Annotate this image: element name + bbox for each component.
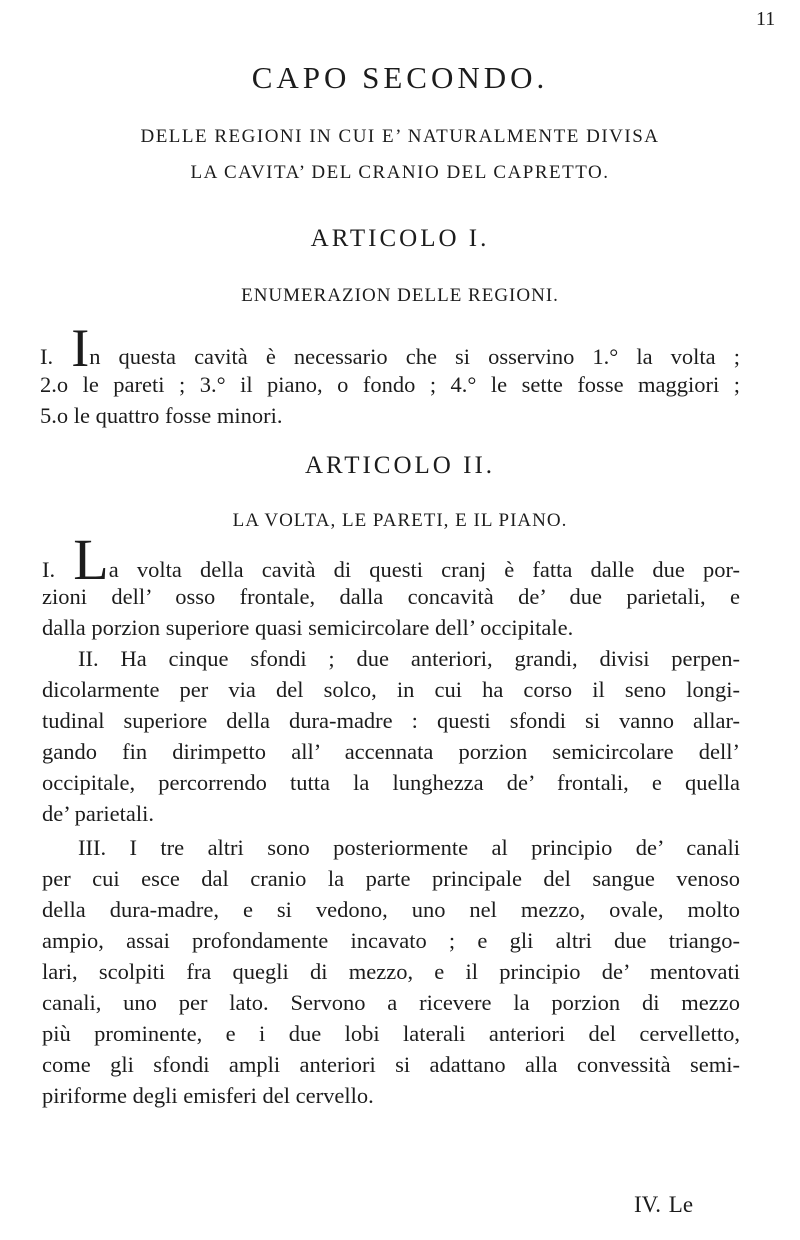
article-2-paragraph-2 xyxy=(42,643,740,829)
text-line: 5.o le quattro fosse minori. xyxy=(40,403,283,428)
article-1-heading: ARTICOLO I. xyxy=(310,225,490,252)
paragraph-number: I. xyxy=(42,557,56,582)
text-line: gando fin dirimpetto all’ accennata porzion semicircolare dell’ xyxy=(42,739,740,764)
text-line: canali, uno per lato. Servono a ricevere la porzion di mezzo xyxy=(42,990,740,1015)
text-line: ampio, assai profondamente incavato ; e gli altri due triango- xyxy=(42,928,740,953)
article-1-paragraph xyxy=(40,318,740,431)
chapter-subtitle-line-1: DELLE REGIONI IN CUI E’ NATURALMENTE DIVISA xyxy=(140,126,660,147)
text-line xyxy=(42,527,740,592)
text-line: della dura-madre, e si vedono, uno nel mezzo, ovale, molto xyxy=(42,897,740,922)
drop-cap: I xyxy=(71,318,90,378)
text-line: piriforme degli emisferi del cervello. xyxy=(42,1083,374,1108)
text-line: occipitale, percorrendo tutta la lunghezza de’ frontali, e quella xyxy=(42,770,740,795)
article-2-paragraph-3 xyxy=(42,832,740,1111)
text-line: per cui esce dal cranio la parte principale del sangue venoso xyxy=(42,866,740,891)
text-line: tudinal superiore della dura-madre : questi sfondi si vanno allar- xyxy=(42,708,740,733)
text-line: zioni dell’ osso frontale, dalla concavità de’ due parietali, e xyxy=(42,584,740,609)
text-line: dalla porzion superiore quasi semicircolare dell’ occipitale. xyxy=(42,615,574,640)
text-line xyxy=(40,318,740,378)
text-line: III. I tre altri sono posteriormente al principio de’ canali xyxy=(78,835,740,860)
article-2-subheading: LA VOLTA, LE PARETI, E IL PIANO. xyxy=(232,510,568,531)
page-number: 11 xyxy=(756,8,776,30)
drop-cap: L xyxy=(73,527,109,592)
article-2-paragraph-1 xyxy=(42,527,740,643)
text-line: II. Ha cinque sfondi ; due anteriori, grandi, divisi perpen- xyxy=(78,646,740,671)
line-text: a volta della cavità di questi cranj è fatta dalle due por- xyxy=(108,557,740,582)
chapter-title: CAPO SECONDO. xyxy=(251,60,549,95)
catchword: IV. Le xyxy=(634,1192,694,1217)
text-line: dicolarmente per via del solco, in cui ha corso il seno longi- xyxy=(42,677,740,702)
paragraph-number: I. xyxy=(40,344,54,369)
article-1-subheading: ENUMERAZION DELLE REGIONI. xyxy=(241,285,559,306)
text-line: de’ parietali. xyxy=(42,801,155,826)
text-line: lari, scolpiti fra quegli di mezzo, e il principio de’ mentovati xyxy=(42,959,740,984)
chapter-subtitle-line-2: LA CAVITA’ DEL CRANIO DEL CAPRETTO. xyxy=(190,162,610,183)
article-2-heading: ARTICOLO II. xyxy=(304,452,496,479)
text-line: più prominente, e i due lobi laterali anteriori del cervelletto, xyxy=(42,1021,740,1046)
text-line: come gli sfondi ampli anteriori si adattano alla convessità semi- xyxy=(42,1052,740,1077)
line-text: n questa cavità è necessario che si osservino 1.° la volta ; xyxy=(89,344,740,369)
text-line: 2.o le pareti ; 3.° il piano, o fondo ; 4.° le sette fosse maggiori ; xyxy=(40,372,740,397)
